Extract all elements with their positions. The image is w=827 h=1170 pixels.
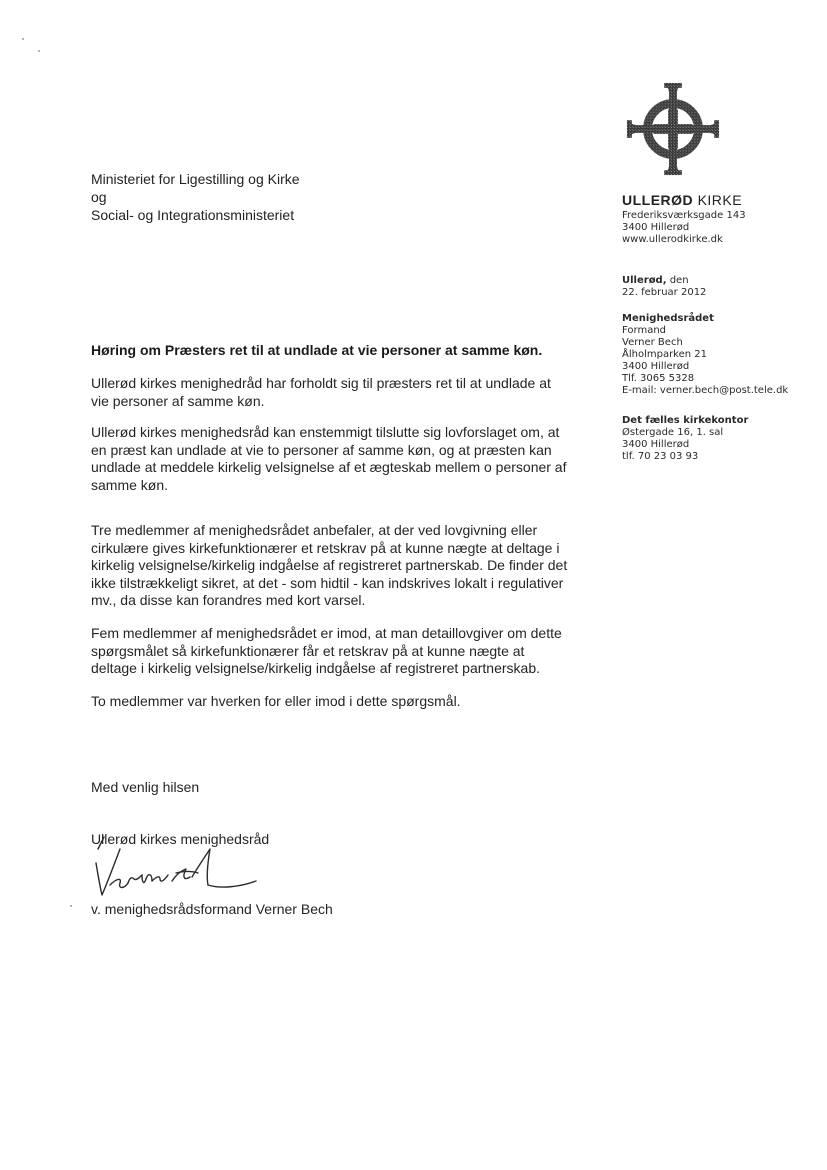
letter-subject: Høring om Præsters ret til at undlade at vie personer at samme køn.: [91, 342, 543, 358]
body-line: spørgsmålet så kirkefunktionærer får et retskrav på at kunne nægte at: [91, 642, 525, 659]
body-paragraph-4: [91, 625, 611, 678]
council-contact-block: [622, 313, 788, 397]
body-paragraph-3: [91, 522, 611, 610]
website-link[interactable]: www.ullerodkirke.dk: [622, 234, 723, 245]
recipient-line: og: [91, 189, 107, 205]
body-line: Fem medlemmer af menighedsrådet er imod, at man detaillovgiver om dette: [91, 625, 562, 641]
body-paragraph-5: [91, 693, 611, 711]
office-line: Østergade 16, 1. sal: [622, 427, 724, 438]
body-line: ikke tilstrækkeligt sikret, at det - som hidtil - kan indskrives lokalt i regulativer: [91, 574, 564, 591]
council-line: Ålholmparken 21: [622, 349, 708, 360]
council-email-link[interactable]: E-mail: verner.bech@post.tele.dk: [622, 385, 789, 396]
council-heading: Menighedsrådet: [622, 313, 714, 324]
office-phone: tlf. 70 23 03 93: [622, 451, 699, 462]
date-block: [622, 275, 706, 299]
body-paragraph-1: [91, 375, 611, 410]
office-contact-block: [622, 415, 748, 463]
closing-sender: Ullerød kirkes menighedsråd: [91, 831, 270, 847]
body-line: cirkulære gives kirkefunktionærer et retskrav på at kunne nægte at deltage i: [91, 539, 560, 556]
church-logo-cross-icon: [624, 80, 722, 178]
body-paragraph-2: [91, 424, 611, 494]
council-phone: Tlf. 3065 5328: [622, 373, 695, 384]
closing-greeting: Med venlig hilsen: [91, 779, 200, 795]
body-line: en præst kan undlade at vie to personer af samme køn, og at præsten kan: [91, 441, 552, 458]
body-line: Tre medlemmer af menighedsrådet anbefaler, at der ved lovgivning eller: [91, 522, 538, 538]
recipient-address: [91, 170, 300, 224]
council-line: Formand: [622, 325, 667, 336]
council-line: Verner Bech: [622, 337, 683, 348]
body-line: To medlemmer var hverken for eller imod i dette spørgsmål.: [91, 693, 461, 709]
office-line: 3400 Hillerød: [622, 439, 690, 450]
council-line: 3400 Hillerød: [622, 361, 690, 372]
body-line: deltage i kirkelig velsignelse/kirkelig indgåelse af registreret partnerskab.: [91, 660, 541, 676]
body-line: Ullerød kirkes menighedsråd kan enstemmigt tilslutte sig lovforslaget om, at: [91, 424, 560, 440]
address-line: Frederiksværksgade 143: [622, 210, 746, 221]
church-name: ULLERØD KIRKE: [622, 192, 743, 208]
body-line: kirkelig velsignelse/kirkelig indgåelse af registreret partnerskab. De finder det: [91, 557, 568, 573]
body-line: undlade at meddele kirkelig velsignelse af et ægteskab mellem o personer af: [91, 459, 567, 475]
body-line: samme køn.: [91, 476, 169, 493]
address-line: 3400 Hillerød: [622, 222, 690, 233]
closing-signatory: v. menighedsrådsformand Verner Bech: [91, 901, 333, 917]
body-line: Ullerød kirkes menighedråd har forholdt sig til præsters ret til at undlade at: [91, 375, 551, 391]
body-line: vie personer af samme køn.: [91, 392, 265, 409]
body-line: mv., da disse kan forandres med kort varsel.: [91, 592, 366, 608]
office-heading: Det fælles kirkekontor: [622, 415, 749, 426]
letter-date: 22. februar 2012: [622, 287, 707, 298]
handwritten-signature: [80, 815, 280, 905]
recipient-line: Social- og Integrationsministeriet: [91, 207, 295, 223]
recipient-line: Ministeriet for Ligestilling og Kirke: [91, 171, 300, 187]
church-address-block: [622, 192, 746, 246]
place-date-line: Ullerød, den: [622, 275, 689, 286]
